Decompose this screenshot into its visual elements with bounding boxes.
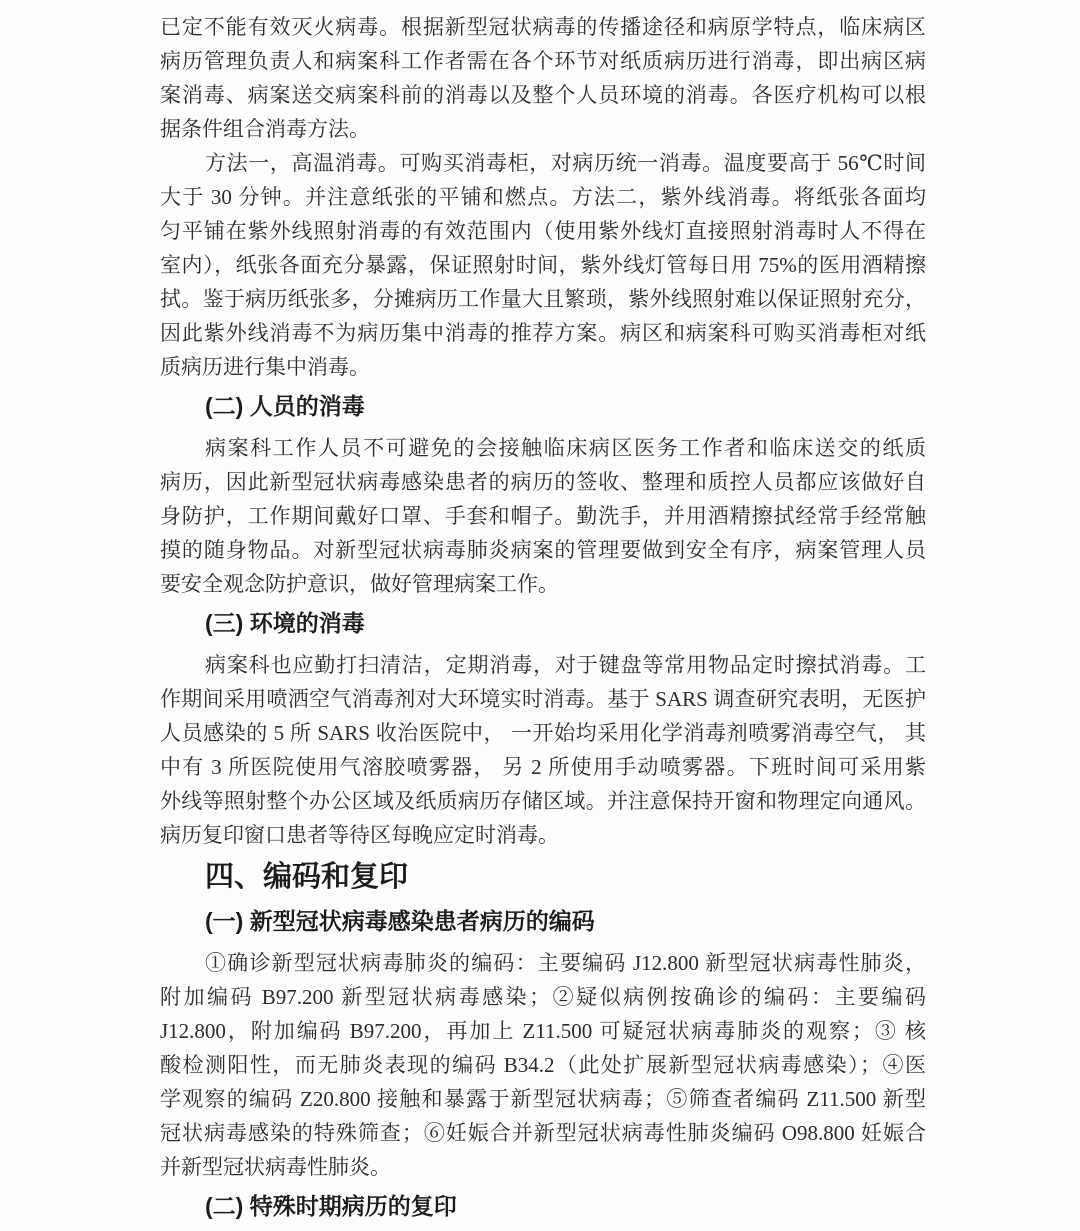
text-line: 病历复印窗口患者等待区每晚应定时消毒。: [160, 823, 559, 847]
paragraph: [160, 431, 926, 601]
text-line: 摸的随身物品。对新型冠状病毒肺炎病案的管理要做到安全有序，病案管理人员: [160, 538, 926, 562]
text-line: 已定不能有效灭火病毒。根据新型冠状病毒的传播途径和病原学特点，临床病区: [160, 15, 926, 39]
chapter-heading: 四、编码和复印: [205, 861, 409, 893]
text-line: 学观察的编码 Z20.800 接触和暴露于新型冠状病毒；⑤筛查者编码 Z11.500 新型: [160, 1087, 926, 1111]
paragraph: [160, 946, 926, 1184]
text-line: 拭。鉴于病历纸张多，分摊病历工作量大且繁琐，紫外线照射难以保证照射充分，: [160, 287, 926, 311]
text-line: 室内），纸张各面充分暴露，保证照射时间，紫外线灯管每日用 75%的医用酒精擦: [160, 253, 926, 277]
text-line: 病历，因此新型冠状病毒感染患者的病历的签收、整理和质控人员都应该做好自: [160, 470, 926, 494]
text-line: 附加编码 B97.200 新型冠状病毒感染；②疑似病例按确诊的编码：主要编码: [160, 985, 926, 1009]
section-heading: (一) 新型冠状病毒感染患者病历的编码: [205, 908, 595, 934]
text-line: 冠状病毒感染的特殊筛查；⑥妊娠合并新型冠状病毒性肺炎编码 O98.800 妊娠合: [160, 1121, 926, 1145]
text-line: 方法一，高温消毒。可购买消毒柜，对病历统一消毒。温度要高于 56℃时间: [205, 151, 926, 175]
section-heading: (三) 环境的消毒: [205, 610, 365, 636]
text-line: 人员感染的 5 所 SARS 收治医院中， 一开始均采用化学消毒剂喷雾消毒空气， 其: [160, 721, 926, 745]
paragraph: [160, 146, 926, 384]
text-line: 质病历进行集中消毒。: [160, 355, 370, 379]
text-line: 病历管理负责人和病案科工作者需在各个环节对纸质病历进行消毒，即出病区病: [160, 49, 926, 73]
paragraph: [160, 10, 926, 146]
text-line: 匀平铺在紫外线照射消毒的有效范围内（使用紫外线灯直接照射消毒时人不得在: [160, 219, 926, 243]
text-line: 外线等照射整个办公区域及纸质病历存储区域。并注意保持开窗和物理定向通风。: [160, 789, 926, 813]
text-line: 病案科也应勤打扫清洁，定期消毒，对于键盘等常用物品定时擦拭消毒。工: [205, 653, 926, 677]
text-line: 案消毒、病案送交病案科前的消毒以及整个人员环境的消毒。各医疗机构可以根: [160, 83, 926, 107]
section-heading: (二) 人员的消毒: [205, 393, 365, 419]
text-line: 酸检测阳性，而无肺炎表现的编码 B34.2（此处扩展新型冠状病毒感染）；④医: [160, 1053, 926, 1077]
paragraph: [160, 648, 926, 852]
text-line: 要安全观念防护意识，做好管理病案工作。: [160, 572, 559, 596]
text-line: J12.800，附加编码 B97.200，再加上 Z11.500 可疑冠状病毒肺炎的观察；③ 核: [160, 1019, 926, 1043]
text-line: 身防护，工作期间戴好口罩、手套和帽子。勤洗手，并用酒精擦拭经常手经常触: [160, 504, 926, 528]
text-line: 中有 3 所医院使用气溶胶喷雾器， 另 2 所使用手动喷雾器。下班时间可采用紫: [160, 755, 926, 779]
text-line: 据条件组合消毒方法。: [160, 117, 370, 141]
text-line: 作期间采用喷洒空气消毒剂对大环境实时消毒。基于 SARS 调查研究表明，无医护: [160, 687, 926, 711]
text-line: 并新型冠状病毒性肺炎。: [160, 1155, 391, 1179]
text-line: 因此紫外线消毒不为病历集中消毒的推荐方案。病区和病案科可购买消毒柜对纸: [160, 321, 926, 345]
text-line: 大于 30 分钟。并注意纸张的平铺和燃点。方法二，紫外线消毒。将纸张各面均: [160, 185, 926, 209]
section-heading: (二) 特殊时期病历的复印: [205, 1193, 457, 1219]
document-page: [160, 10, 926, 1231]
text-line: ①确诊新型冠状病毒肺炎的编码：主要编码 J12.800 新型冠状病毒性肺炎，: [205, 951, 926, 975]
text-line: 病案科工作人员不可避免的会接触临床病区医务工作者和临床送交的纸质: [205, 436, 926, 460]
